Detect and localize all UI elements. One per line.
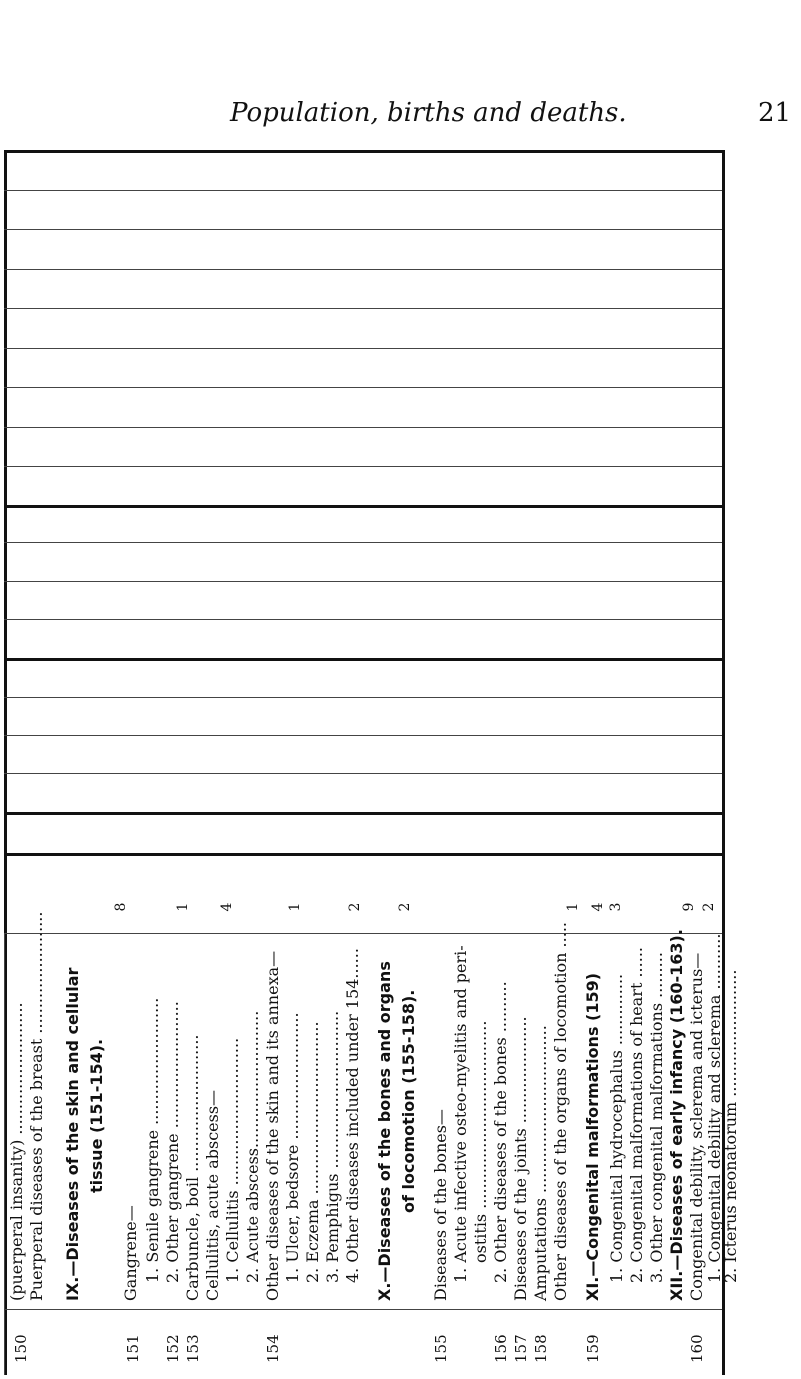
description-line: Diseases of the joints ..................... — [511, 1016, 530, 1301]
description-line: 2. Congenital malformations of heart ...... — [627, 947, 646, 1283]
table-row-rule — [4, 308, 722, 309]
total-value: 4 — [219, 902, 235, 912]
total-value: 1 — [175, 902, 191, 912]
table-row-rule — [4, 581, 722, 582]
table-row-rule — [4, 773, 722, 774]
description-line: Diseases of the bones— — [431, 1109, 450, 1301]
total-value: 9 — [681, 902, 697, 912]
table-section-rule — [4, 853, 722, 856]
total-value: 2 — [701, 902, 717, 912]
total-value: 8 — [113, 902, 129, 912]
description-line: 4. Other diseases included under 154...... — [343, 948, 362, 1283]
cause-number: 155 — [432, 1334, 450, 1363]
description-line: 1. Congenital hydrocephalus .............. — [607, 973, 626, 1283]
description-line: 2. Acute abscess........................... — [243, 1010, 262, 1283]
page-title: Population, births and deaths. — [230, 98, 627, 128]
description-line: 3. Pemphigus ............................... — [323, 1010, 342, 1283]
description-line: Other diseases of the skin and its annexa— — [263, 950, 282, 1301]
table-row-rule — [4, 348, 722, 349]
description-line: Puerperal diseases of the breast ........................ — [27, 911, 46, 1301]
table-row-rule — [4, 697, 722, 698]
total-value: 4 — [590, 902, 606, 912]
description-line: Cellulitis, acute abscess— — [203, 1089, 222, 1301]
table-row-rule — [4, 542, 722, 543]
section-heading: of locomotion (155-158). — [399, 989, 418, 1213]
total-value: 1 — [565, 902, 581, 912]
cause-number: 153 — [184, 1334, 202, 1363]
table-row-rule — [4, 619, 722, 620]
description-line: 2. Other diseases of the bones .......... — [491, 981, 510, 1283]
section-heading: IX.—Diseases of the skin and cellular — [63, 967, 82, 1301]
section-heading: XI.—Congenital malformations (159) — [583, 972, 602, 1301]
table-section-rule — [4, 812, 722, 815]
cause-number: 154 — [264, 1334, 282, 1363]
table-row-rule — [4, 229, 722, 230]
description-line: 1. Acute infective osteo-myelitis and peri- — [451, 945, 470, 1283]
table-row-rule — [4, 387, 722, 388]
description-line: 1. Ulcer, bedsore ......................... — [283, 1012, 302, 1283]
description-line: Amputations ................................. — [531, 1025, 550, 1301]
table-row-rule — [4, 427, 722, 428]
cause-number: 156 — [492, 1334, 510, 1363]
description-line: ostitis ..................................... — [471, 1020, 490, 1263]
total-value: 3 — [608, 902, 624, 912]
page-header — [0, 98, 801, 138]
table-section-rule — [4, 658, 722, 661]
cause-number: 150 — [12, 1334, 30, 1363]
cause-number: 157 — [512, 1334, 530, 1363]
total-value: 1 — [287, 902, 303, 912]
description-line: Gangrene— — [121, 1205, 140, 1301]
description-line: 2. Icterus neonatorum ......................... — [721, 969, 740, 1283]
section-heading: tissue (151-154). — [87, 1038, 106, 1193]
table-row-rule — [4, 735, 722, 736]
statistics-table — [4, 150, 740, 1375]
table-row-rule — [4, 466, 722, 467]
section-heading: X.—Diseases of the bones and organs — [375, 961, 394, 1301]
table-section-rule — [4, 505, 722, 508]
description-line: 3. Other congenital malformations ......... — [647, 952, 666, 1283]
page-number: 21 — [758, 98, 792, 128]
table-row-rule — [4, 933, 722, 934]
description-line: Carbuncle, boil ........................... — [183, 1034, 202, 1301]
description-line: (puerperal insanity) .......................... — [7, 1002, 26, 1301]
description-line: 1. Cellulitis ............................. — [223, 1037, 242, 1283]
description-line: 1. Senile gangrene ......................... — [143, 997, 162, 1283]
cause-number: 160 — [688, 1334, 706, 1363]
description-line: Congenital debility, sclerema and icterus— — [687, 952, 706, 1301]
cause-number: 152 — [164, 1334, 182, 1363]
total-value: 2 — [397, 902, 413, 912]
table-row-rule — [4, 269, 722, 270]
description-line: Other diseases of the organs of locomotion ..... — [551, 922, 570, 1301]
cause-number: 151 — [124, 1334, 142, 1363]
table-row-rule — [4, 1309, 722, 1310]
column-rule — [4, 933, 5, 1375]
cause-number: 158 — [532, 1334, 550, 1363]
section-heading: XII.—Diseases of early infancy (160-163). — [667, 929, 686, 1301]
table-row-rule — [4, 190, 722, 191]
total-value: 2 — [347, 902, 363, 912]
description-line: 2. Other gangrene ......................... — [163, 1001, 182, 1283]
description-line: 1. Congenital debility and sclerema ........... — [705, 933, 724, 1283]
description-line: 2. Eczema .................................. — [303, 1021, 322, 1283]
cause-number: 159 — [584, 1334, 602, 1363]
